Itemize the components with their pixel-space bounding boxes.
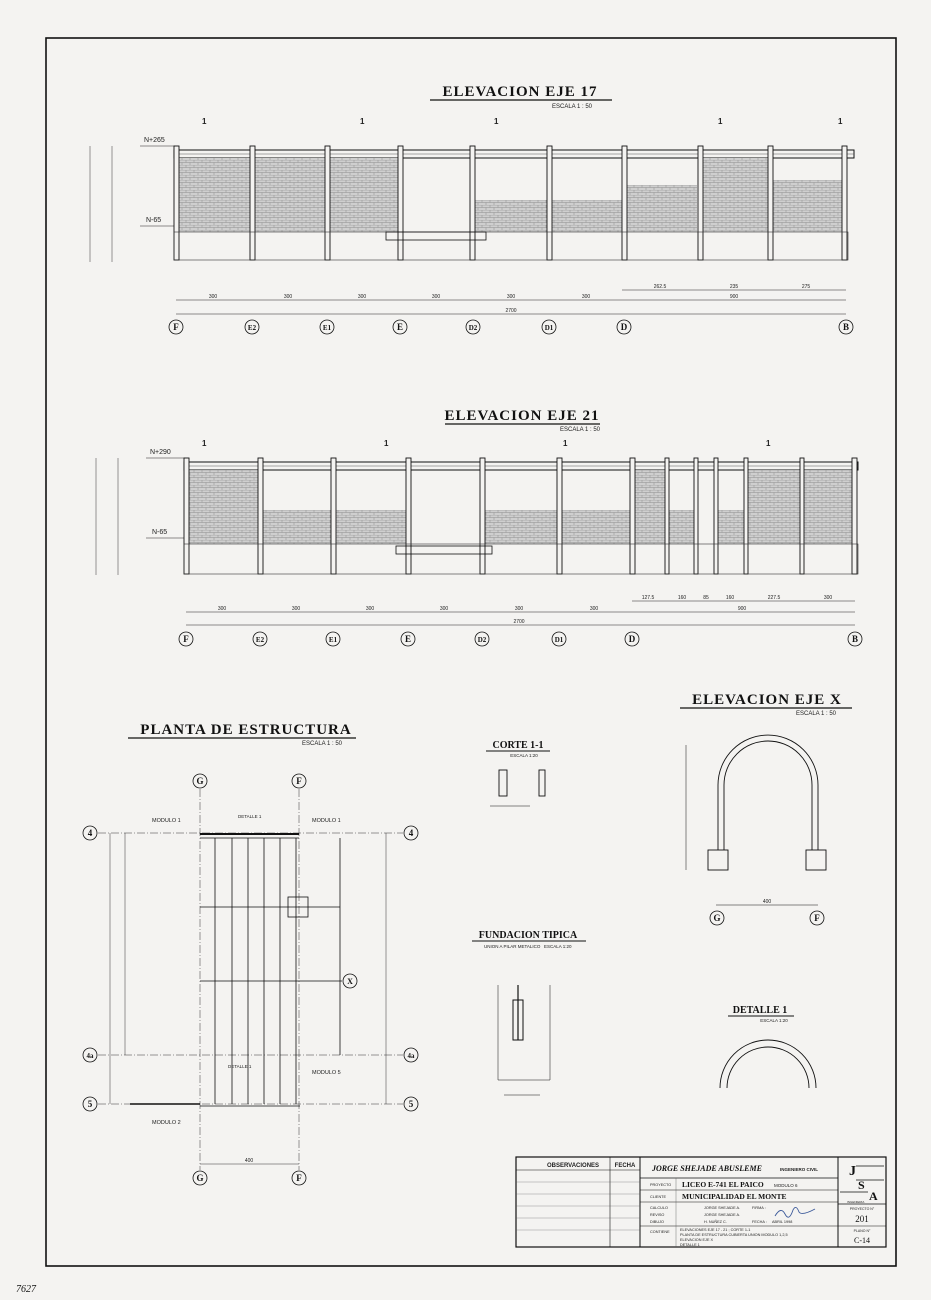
axis-label: E [396, 322, 404, 332]
modulo-label: MODULO 5 [312, 1070, 341, 1076]
section-mark: 1 [718, 117, 723, 126]
elevation-21-scale: ESCALA 1 : 50 [559, 427, 601, 433]
dim-subtotal: 900 [729, 294, 739, 300]
proyecto-no: 201 [855, 1214, 869, 1224]
dim-label: 300 [823, 595, 833, 601]
modulo-label: MODULO 1 [312, 818, 341, 824]
modulo-label: MODULO 1 [152, 818, 181, 824]
dim-label: 300 [365, 606, 375, 612]
contiene-line: PLANTA DE ESTRUCTURA CUBIERTA UNION MODULO 1,2,5 [680, 1233, 788, 1237]
proyecto-label: PROYECTO [650, 1183, 672, 1187]
elevation-x-axis-g: G [713, 913, 721, 923]
foundation-scale: ESCALA 1:20 [544, 944, 572, 949]
elevation-x-dim: 400 [762, 899, 772, 905]
dim-total: 2700 [505, 308, 517, 314]
contiene-line: DETALLE 1 [680, 1243, 700, 1247]
dim-label: 235 [729, 284, 739, 290]
dim-label: 227.5 [767, 595, 781, 601]
reviso-value: JORGE SHEJADE A. [704, 1213, 741, 1217]
dim-total: 2700 [513, 619, 525, 625]
plan-axis-5: 5 [87, 1099, 93, 1109]
plan-axis-x: X [347, 977, 353, 986]
fecha-value: ABRIL 1998 [772, 1220, 793, 1224]
axis-label: F [183, 634, 189, 644]
level-bottom-17: N-65 [146, 217, 162, 224]
dim-label: 85 [703, 595, 709, 601]
elevation-17-title: ELEVACION EJE 17 [442, 84, 598, 100]
axis-label: D [628, 634, 636, 644]
axis-label: E1 [328, 636, 338, 644]
plan-axis-f: F [296, 776, 302, 786]
axis-label: B [851, 634, 859, 644]
fecha-label: FECHA : [752, 1220, 767, 1224]
detail-1 [720, 1005, 816, 1088]
logo-j: J [849, 1164, 856, 1179]
plan-axis-4a: 4a [86, 1052, 94, 1060]
dim-label: 300 [208, 294, 218, 300]
margin-note: 7627 [16, 1284, 36, 1295]
plan-axis-4: 4 [408, 828, 414, 838]
cliente-label: CLIENTE [650, 1195, 667, 1199]
dim-label: 275 [801, 284, 811, 290]
section-title: CORTE 1-1 [492, 740, 544, 751]
dim-label: 300 [514, 606, 524, 612]
dim-label: 300 [581, 294, 591, 300]
axis-label: D1 [544, 324, 554, 332]
plano-no: C-14 [854, 1236, 870, 1245]
reviso-label: REVISO [650, 1213, 665, 1217]
engineer-name: JORGE SHEJADE ABUSLEME [652, 1164, 762, 1173]
foundation-subtitle: UNION A PILAR METALICO [484, 944, 541, 949]
section-mark: 1 [384, 439, 389, 448]
plan-axis-4: 4 [87, 828, 93, 838]
calculo-label: CALCULO [650, 1206, 668, 1210]
foundation-title: FUNDACION TIPICA [478, 930, 578, 941]
section-mark: 1 [766, 439, 771, 448]
section-mark: 1 [838, 117, 843, 126]
elevation-17-scale: ESCALA 1 : 50 [551, 104, 593, 110]
level-bottom-21: N-65 [152, 529, 168, 536]
dim-label: 160 [725, 595, 735, 601]
cliente-value: MUNICIPALIDAD EL MONTE [682, 1192, 787, 1201]
axis-label: E2 [255, 636, 265, 644]
section-scale: ESCALA 1:20 [510, 753, 538, 758]
dim-label: 300 [357, 294, 367, 300]
section-mark: 1 [563, 439, 568, 448]
dim-label: 300 [217, 606, 227, 612]
elevation-x [680, 692, 852, 925]
level-top-17: N+265 [144, 137, 165, 144]
detalle-callout: DETALLE 1 [228, 1064, 252, 1069]
engineer-role: INGENIERO CIVIL [780, 1167, 819, 1172]
proyecto-no-label: PROYECTO N° [849, 1207, 875, 1211]
dim-label: 127.5 [641, 595, 655, 601]
plan-axis-g: G [196, 776, 204, 786]
dim-label: 300 [589, 606, 599, 612]
axis-label: E2 [247, 324, 257, 332]
elevation-x-axis-f: F [814, 913, 820, 923]
axis-label: D2 [477, 636, 487, 644]
plan-dim-bottom: 400 [244, 1158, 254, 1164]
logo-a: A [869, 1189, 878, 1203]
calculo-value: JORGE SHEJADE A. [704, 1206, 741, 1210]
section-mark: 1 [360, 117, 365, 126]
section-mark: 1 [202, 439, 207, 448]
dim-label: 300 [506, 294, 516, 300]
title-block [516, 1157, 886, 1247]
typical-foundation [472, 930, 586, 1095]
dim-label: 300 [283, 294, 293, 300]
fecha-header: FECHA [614, 1163, 636, 1169]
level-top-21: N+290 [150, 449, 171, 456]
firma-label: FIRMA : [752, 1206, 766, 1210]
modulo-label: MODULO 2 [152, 1120, 181, 1126]
section-1-1 [486, 740, 550, 806]
plano-no-label: PLANO N° [853, 1229, 871, 1233]
dim-label: 300 [439, 606, 449, 612]
detalle-callout: DETALLE 1 [238, 814, 262, 819]
contiene-line: ELEVACION EJE X [680, 1238, 714, 1242]
contiene-line: ELEVACIONES EJE 17 - 21 ; CORTE 1-1 [680, 1228, 751, 1232]
dim-label: 262.5 [653, 284, 667, 290]
axis-label: E1 [322, 324, 332, 332]
dim-label: 160 [677, 595, 687, 601]
dim-label: 300 [431, 294, 441, 300]
elevation-21 [96, 408, 862, 646]
plan-axis-g: G [196, 1173, 204, 1183]
axis-label: B [842, 322, 850, 332]
logo-s: S [858, 1178, 865, 1192]
obs-header: OBSERVACIONES [546, 1163, 600, 1169]
plan-axis-4a: 4a [407, 1052, 415, 1060]
contiene-label: CONTIENE [650, 1230, 670, 1234]
plan-scale: ESCALA 1 : 50 [301, 741, 343, 747]
axis-label: F [173, 322, 179, 332]
logo-sub: INGENIERIA [847, 1200, 865, 1204]
modulo-value: MODULO 6 [774, 1183, 798, 1188]
axis-label: E [404, 634, 412, 644]
dim-label: 300 [291, 606, 301, 612]
floor-plan [83, 722, 418, 1185]
plan-axis-f: F [296, 1173, 302, 1183]
dim-subtotal: 900 [737, 606, 747, 612]
axis-label: D2 [468, 324, 478, 332]
signature-mark [775, 1207, 815, 1217]
plan-title: PLANTA DE ESTRUCTURA [140, 722, 352, 738]
proyecto-value: LICEO E-741 EL PAICO [682, 1180, 764, 1189]
elevation-21-title: ELEVACION EJE 21 [444, 408, 600, 424]
elevation-x-scale: ESCALA 1 : 50 [795, 711, 837, 717]
dibujo-value: H. NUÑEZ C. [704, 1220, 727, 1224]
axis-label: D1 [554, 636, 564, 644]
section-mark: 1 [494, 117, 499, 126]
dibujo-label: DIBUJO [650, 1220, 664, 1224]
axis-label: D [620, 322, 628, 332]
detail-scale: ESCALA 1:20 [760, 1018, 788, 1023]
plan-axis-5: 5 [408, 1099, 414, 1109]
section-mark: 1 [202, 117, 207, 126]
elevation-17 [90, 84, 854, 334]
detail-title: DETALLE 1 [732, 1005, 788, 1016]
elevation-x-title: ELEVACION EJE X [692, 692, 842, 708]
